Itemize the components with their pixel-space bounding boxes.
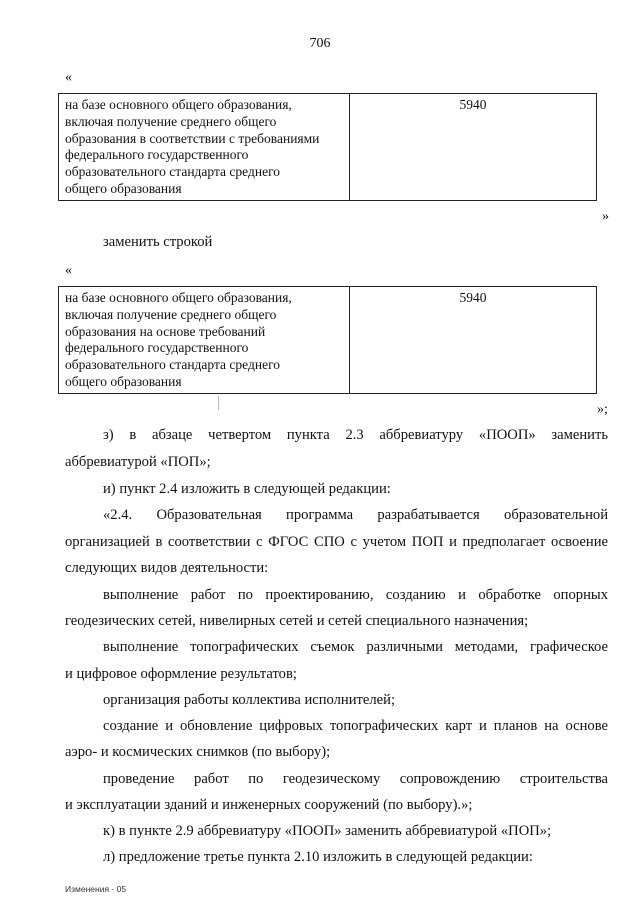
open-quote-1: «: [65, 70, 72, 85]
paragraph-z-line2: аббревиатурой «ПОП»;: [65, 454, 211, 470]
replace-instruction: заменить строкой: [103, 234, 213, 250]
table2-left-cell: [59, 287, 350, 394]
activity-3: организация работы коллектива исполнителей;: [103, 692, 396, 708]
activity-5-line1: проведение работ по геодезическому сопровождению строительства: [103, 771, 608, 787]
table-original-row: [58, 93, 597, 201]
activity-1-line1: выполнение работ по проектированию, созданию и обработке опорных: [103, 587, 608, 603]
table2-line: образовательного стандарта среднего: [65, 357, 281, 373]
paragraph-i: и) пункт 2.4 изложить в следующей редакции:: [103, 481, 391, 497]
table2-line: включая получение среднего общего: [65, 306, 277, 322]
activity-2-line2: и цифровое оформление результатов;: [65, 666, 297, 682]
close-quote-semicolon: »;: [597, 402, 608, 417]
table-replacement-row: [58, 286, 597, 394]
activity-4-line2: аэро- и космических снимков (по выбору);: [65, 744, 331, 760]
paragraph-l: л) предложение третье пункта 2.10 изложить в следующей редакции:: [103, 849, 533, 865]
activity-1-line2: геодезических сетей, нивелирных сетей и сетей специального назначения;: [65, 613, 529, 629]
table2-line: образования на основе требований: [65, 323, 266, 339]
close-quote-1: »: [602, 209, 609, 224]
page-number: 706: [309, 36, 331, 51]
table1-line: общего образования: [65, 180, 182, 196]
paragraph-2-4-line3: следующих видов деятельности:: [65, 560, 269, 576]
table1-line: включая получение среднего общего: [65, 113, 277, 129]
table2-value: 5940: [459, 290, 487, 305]
table1-line: федерального государственного: [65, 147, 249, 163]
paragraph-2-4-line2: организацией в соответствии с ФГОС СПО с учетом ПОП и предполагает освоение: [65, 534, 608, 550]
activity-4-line1: создание и обновление цифровых топографических карт и планов на основе: [103, 718, 608, 734]
activity-2-line1: выполнение топографических съемок различными методами, графическое: [103, 639, 608, 655]
open-quote-2: «: [65, 263, 72, 278]
page-footer: Изменения - 05: [65, 884, 127, 894]
paragraph-k: к) в пункте 2.9 аббревиатуру «ПООП» заменить аббревиатурой «ПОП»;: [103, 823, 552, 839]
table1-left-cell: [59, 94, 350, 201]
activity-5-line2: и эксплуатации зданий и инженерных сооружений (по выбору).»;: [65, 797, 473, 813]
table1-line: образования в соответствии с требованиями: [65, 130, 320, 146]
table1-value: 5940: [459, 97, 487, 112]
paragraph-z-line1: з) в абзаце четвертом пункта 2.3 аббревиатуру «ПООП» заменить: [103, 427, 608, 443]
table2-line: федерального государственного: [65, 340, 249, 356]
table1-line: на базе основного общего образования,: [65, 97, 292, 112]
table1-line: образовательного стандарта среднего: [65, 164, 281, 180]
table2-line: на базе основного общего образования,: [65, 290, 292, 305]
table2-value-cell: [350, 287, 597, 394]
paragraph-2-4-line1: «2.4. Образовательная программа разрабатывается образовательной: [103, 507, 608, 523]
table1-value-cell: [350, 94, 597, 201]
table2-line: общего образования: [65, 373, 182, 389]
scan-mark: [218, 396, 219, 410]
